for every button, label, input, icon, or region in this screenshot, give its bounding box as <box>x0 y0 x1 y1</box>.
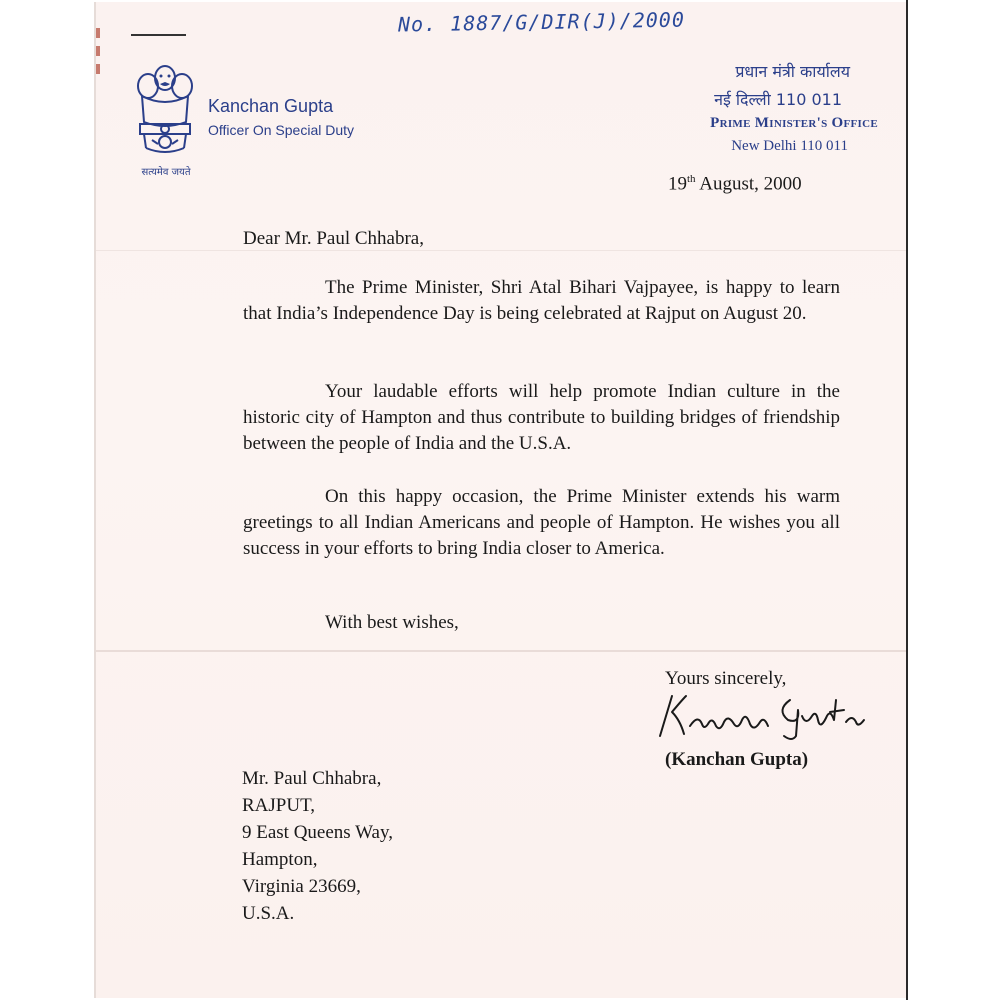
address-line: Virginia 23669, <box>242 876 361 897</box>
closing: Yours sincerely, <box>665 668 787 689</box>
date-rest: August, 2000 <box>695 173 802 195</box>
address-line: Mr. Paul Chhabra, <box>242 768 382 789</box>
sender-title: Officer On Special Duty <box>208 122 355 138</box>
address-line: 9 East Queens Way, <box>242 822 393 843</box>
reference-number: No. 1887/G/DIR(J)/2000 <box>397 7 686 37</box>
sender-name: Kanchan Gupta <box>208 96 334 116</box>
recipient-address <box>242 765 393 927</box>
office-name: Prime Minister's Office <box>710 115 878 131</box>
paper-fold-line <box>96 250 906 251</box>
office-city-hindi: नई दिल्ली 110 011 <box>714 90 842 109</box>
address-line: U.S.A. <box>242 903 295 924</box>
body-paragraph: On this happy occasion, the Prime Minister extends his warm greetings to all Indian Americans and people of Hampton. He wishes you all success in your efforts to bring India closer to America. <box>243 486 840 559</box>
paper-edge <box>906 0 908 1000</box>
office-name-hindi: प्रधान मंत्री कार्यालय <box>735 62 850 81</box>
salutation: Dear Mr. Paul Chhabra, <box>243 228 424 249</box>
date-day: 19 <box>668 173 687 195</box>
signature-image <box>650 690 880 742</box>
office-city: New Delhi 110 011 <box>731 138 848 154</box>
closing-wish: With best wishes, <box>325 612 459 633</box>
address-line: RAJPUT, <box>242 795 316 816</box>
paper-fold-line <box>96 650 906 652</box>
signed-name: (Kanchan Gupta) <box>665 749 809 770</box>
emblem-motto: सत्यमेव जयते <box>141 167 191 178</box>
top-dash-line <box>131 34 186 36</box>
date-suffix: th <box>687 173 696 185</box>
body-paragraph: The Prime Minister, Shri Atal Bihari Vajpayee, is happy to learn that India’s Independence Day is being celebrated at Rajput on August 20. <box>243 277 840 324</box>
body-paragraph: Your laudable efforts will help promote Indian culture in the historic city of Hampton and thus contribute to building bridges of friendship between the people of India and the U.S.A. <box>243 381 840 454</box>
margin-marks <box>96 28 102 108</box>
letter-date <box>668 173 802 195</box>
state-emblem-icon <box>132 60 198 180</box>
address-line: Hampton, <box>242 849 318 870</box>
